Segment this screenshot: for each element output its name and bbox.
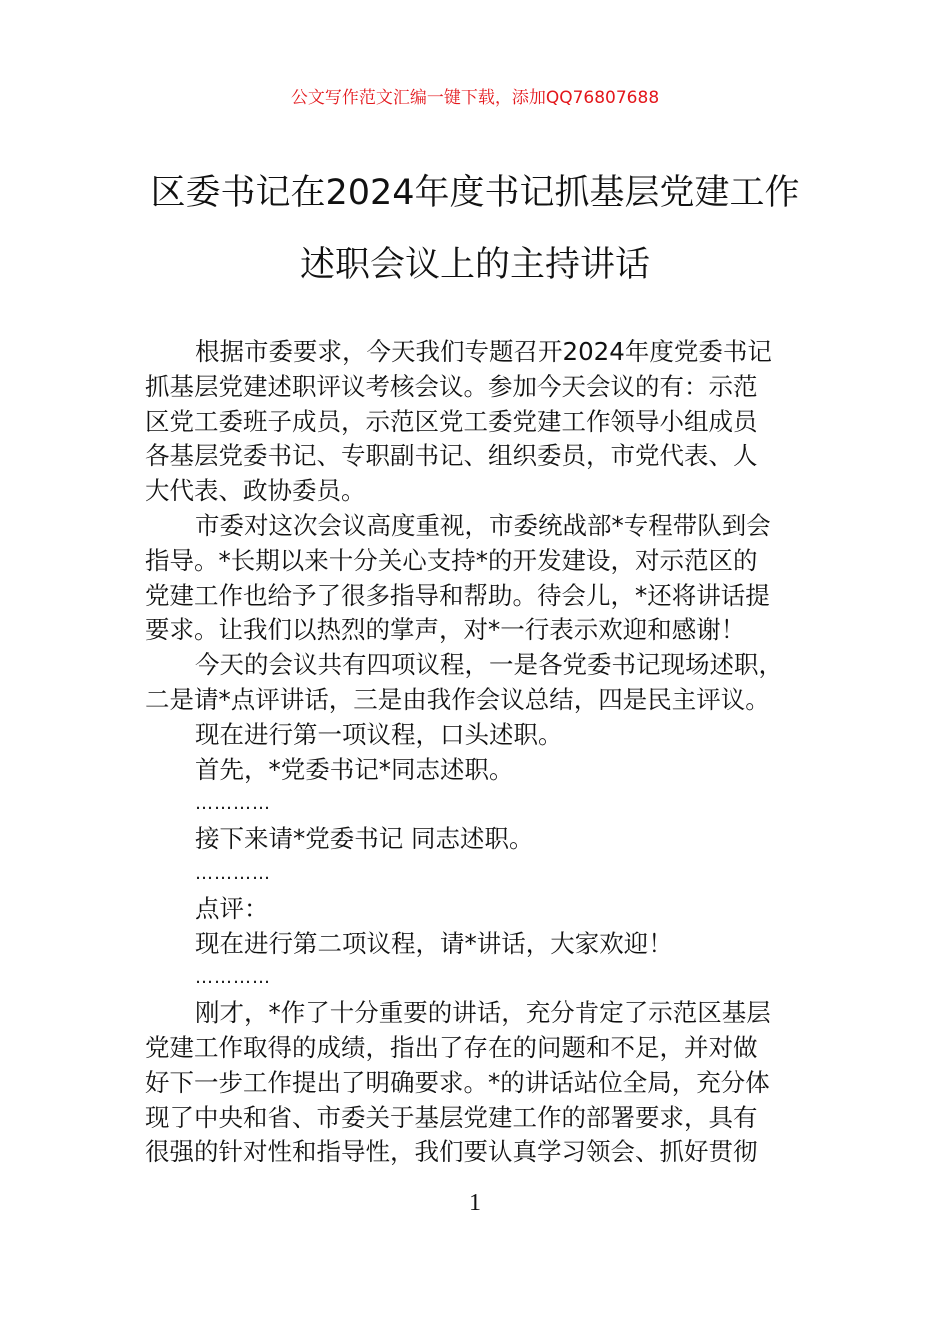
- body-line: 现了中央和省、市委关于基层党建工作的部署要求，具有: [145, 1102, 758, 1132]
- body-line: 指导。*长期以来十分关心支持*的开发建设，对示范区的: [145, 545, 758, 575]
- ellipsis-line: …………: [195, 793, 271, 815]
- body-line: 区党工委班子成员，示范区党工委党建工作领导小组成员: [145, 406, 758, 436]
- body-line: 抓基层党建述职评议考核会议。参加今天会议的有：示范: [145, 371, 758, 401]
- page-number: 1: [469, 1190, 481, 1216]
- body-line: 首先，*党委书记*同志述职。: [195, 754, 514, 784]
- body-line: 现在进行第一项议程，口头述职。: [195, 719, 563, 749]
- ellipsis-line: …………: [195, 967, 271, 989]
- body-line: 现在进行第二项议程，请*讲话，大家欢迎！: [195, 928, 673, 958]
- body-line: 市委对这次会议高度重视，市委统战部*专程带队到会: [195, 510, 771, 540]
- body-line: 党建工作取得的成绩，指出了存在的问题和不足，并对做: [145, 1032, 758, 1062]
- document-body: [145, 335, 810, 1170]
- body-line: 各基层党委书记、专职副书记、组织委员，市党代表、人: [145, 441, 758, 471]
- body-line: 接下来请*党委书记 同志述职。: [195, 824, 534, 854]
- body-line: 今天的会议共有四项议程，一是各党委书记现场述职，: [195, 650, 783, 680]
- body-line: 二是请*点评讲话，三是由我作会议总结，四是民主评议。: [145, 684, 770, 714]
- body-line: 好下一步工作提出了明确要求。*的讲话站位全局，充分体: [145, 1067, 770, 1097]
- body-line: 点评：: [195, 893, 269, 923]
- document-title-line-2: 述职会议上的主持讲话: [299, 245, 650, 285]
- promo-banner: 公文写作范文汇编一键下载，添加QQ76807688: [290, 88, 660, 108]
- ellipsis-line: …………: [195, 862, 271, 884]
- document-title-line-1: 区委书记在2024年度书记抓基层党建工作: [150, 173, 800, 213]
- body-line: 要求。让我们以热烈的掌声，对*一行表示欢迎和感谢！: [145, 615, 746, 645]
- body-line: 党建工作也给予了很多指导和帮助。待会儿，*还将讲话提: [145, 580, 770, 610]
- body-line: 大代表、政协委员。: [145, 476, 366, 506]
- body-line: 刚才，*作了十分重要的讲话，充分肯定了示范区基层: [195, 998, 771, 1028]
- body-line: 根据市委要求，今天我们专题召开2024年度党委书记: [195, 337, 772, 366]
- body-line: 很强的针对性和指导性，我们要认真学习领会、抓好贯彻: [145, 1137, 758, 1167]
